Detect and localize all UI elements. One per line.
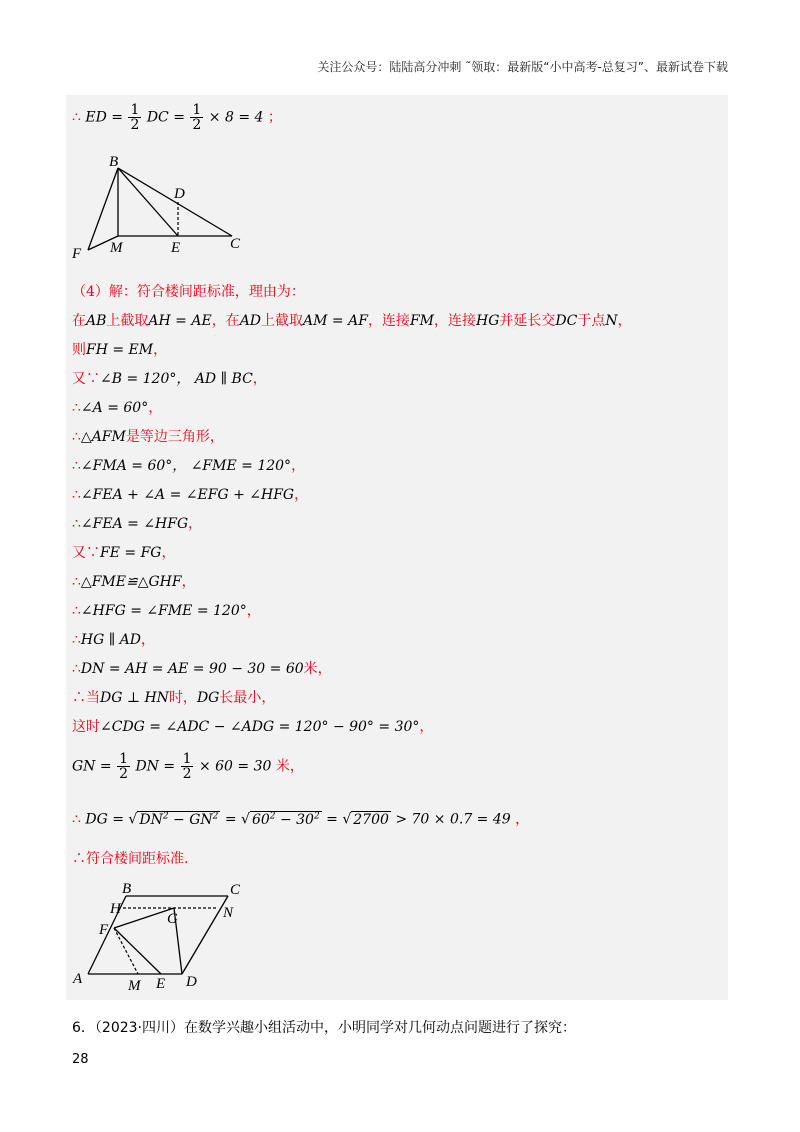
step-line: ∴当DG ⊥ HN时，DG长最小， bbox=[72, 690, 276, 706]
step-line: ∴△FME≌△GHF， bbox=[72, 574, 196, 590]
label-B: B bbox=[109, 154, 119, 170]
figure-2-parallelogram bbox=[66, 876, 266, 996]
label-M: M bbox=[110, 240, 123, 256]
step-line: 则FH = EM， bbox=[72, 342, 168, 358]
step-line: ∴∠FMA = 60°， ∠FME = 120°， bbox=[72, 458, 306, 474]
step-line: ∴∠A = 60°， bbox=[72, 400, 163, 416]
fraction-half: $\frac{1}{2}$ bbox=[130, 102, 140, 133]
step-line: ∴△AFM是等边三角形， bbox=[72, 429, 224, 445]
step-line: ∴HG ∥ AD， bbox=[72, 632, 156, 648]
step-line: 又∵∠B = 120°， AD ∥ BC， bbox=[72, 371, 267, 387]
construction-step: 在AB上截取AH = AE，在AD上截取AM = AF，连接FM，连接HG并延长交DC于点N， bbox=[72, 313, 632, 329]
label-C: C bbox=[230, 236, 241, 252]
label-B: B bbox=[122, 881, 132, 897]
label-D: D bbox=[186, 974, 197, 990]
ed-equation: ∴ ED = $\frac{1}{2}$ DC = $\frac{1}{2}$ × 8 = 4 ； bbox=[72, 102, 282, 133]
figure-1-triangle bbox=[66, 150, 266, 270]
label-C: C bbox=[230, 882, 241, 898]
label-A: A bbox=[73, 971, 83, 987]
step-line: ∴∠HFG = ∠FME = 120°， bbox=[72, 603, 261, 619]
label-N: N bbox=[223, 905, 234, 921]
label-D: D bbox=[174, 186, 185, 202]
dg-equation: ∴ DG = √ $DN^2 - GN^2$ = √ $60^2 - 30^2$ = √ 2700 > 70 × 0.7 = 49 ， bbox=[72, 811, 530, 828]
fraction-half: $\frac{1}{2}$ bbox=[192, 102, 202, 133]
step-line: ∴∠FEA + ∠A = ∠EFG + ∠HFG， bbox=[72, 487, 309, 503]
part4-heading: （4）解：符合楼间距标准，理由为： bbox=[72, 284, 305, 300]
label-F: F bbox=[99, 922, 109, 938]
label-M: M bbox=[128, 978, 141, 994]
step-line: 又∵FE = FG， bbox=[72, 545, 176, 561]
page-header: 关注公众号：陆陆高分冲刺 ˜领取：最新版“小中高考-总复习”、最新试卷下载 bbox=[317, 60, 728, 74]
fraction-half: $\frac{1}{2}$ bbox=[182, 751, 192, 782]
step-line: ∴DN = AH = AE = 90 − 30 = 60米， bbox=[72, 661, 332, 677]
next-question: 6．（2023·四川）在数学兴趣小组活动中，小明同学对几何动点问题进行了探究： bbox=[72, 1020, 576, 1036]
label-E: E bbox=[171, 240, 181, 256]
label-G: G bbox=[167, 911, 178, 927]
gn-equation: GN = $\frac{1}{2}$ DN = $\frac{1}{2}$ × 60 = 30 米， bbox=[72, 751, 304, 782]
label-F: F bbox=[72, 246, 82, 262]
conclusion: ∴符合楼间距标准. bbox=[72, 851, 189, 867]
step-line: ∴∠FEA = ∠HFG， bbox=[72, 516, 203, 532]
page-number: 28 bbox=[72, 1052, 89, 1067]
label-E: E bbox=[156, 976, 166, 992]
step-line: 这时∠CDG = ∠ADC − ∠ADG = 120° − 90° = 30°， bbox=[72, 719, 434, 735]
label-H: H bbox=[110, 901, 121, 917]
fraction-half: $\frac{1}{2}$ bbox=[119, 751, 128, 782]
